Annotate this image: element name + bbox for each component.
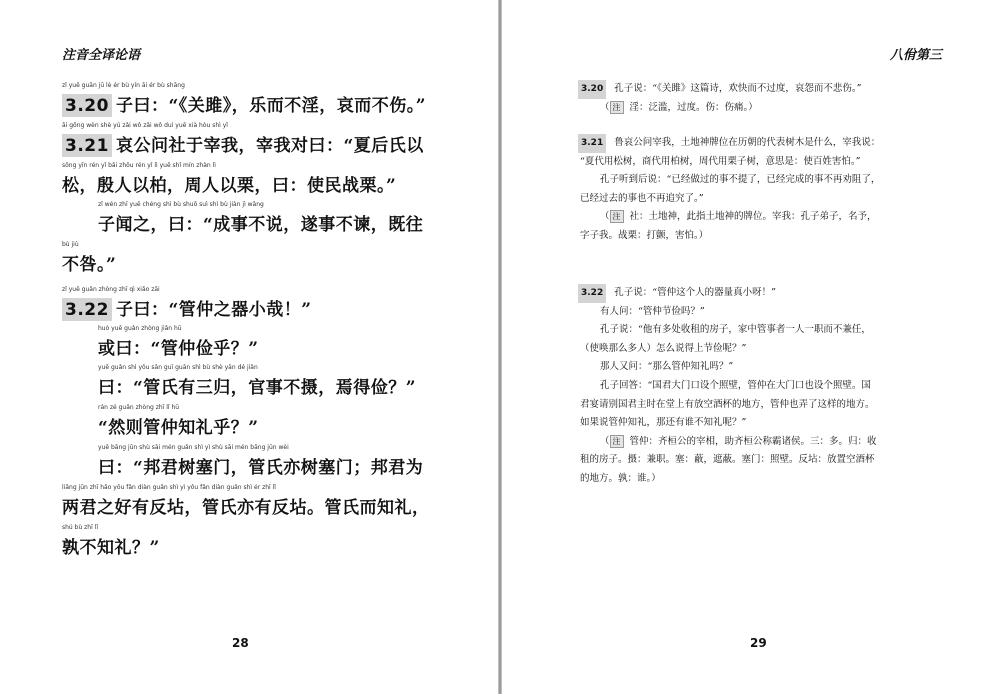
chinese-text [62, 295, 312, 321]
page-number-left: 28 [232, 636, 249, 650]
right-page [502, 0, 1000, 694]
translation-line [578, 284, 952, 303]
left-page [0, 0, 498, 694]
note-label: 注 [610, 101, 624, 114]
translation-line [580, 303, 952, 322]
verse-text: “然则管仲知礼乎？” [98, 418, 259, 438]
translation-text: 有人问：“管仲节俭吗？” [600, 305, 705, 317]
translation-line [580, 99, 952, 118]
translation-line [580, 171, 952, 190]
pinyin-annotation: sōng yīn rén yǐ bǎi zhōu rén yǐ lì yuē shǐ mín zhàn lì [62, 162, 216, 169]
note-label: 注 [610, 435, 624, 448]
section-number: 3.22 [578, 284, 606, 303]
pinyin-annotation: zǐ yuē guān jū lè ér bù yín āi ér bù shāng [62, 82, 185, 89]
verse-text: 曰：“管氏有三归，官事不摄，焉得俭？” [98, 378, 417, 398]
verse-text: 子闻之，曰：“成事不说，遂事不谏，既往 [98, 215, 424, 235]
verse-text: 哀公问社于宰我，宰我对曰：“夏后氏以 [115, 136, 424, 156]
translation-line [580, 227, 952, 246]
translation-line [580, 451, 952, 470]
pinyin-annotation: shú bù zhī lǐ [62, 524, 99, 531]
chinese-text [98, 334, 259, 359]
verse-text: 或曰：“管仲俭乎？” [98, 339, 259, 359]
translation-line [580, 414, 952, 433]
pinyin-annotation: yuē guǎn shì yǒu sān guī guān shì bù shè yān dé jiǎn [98, 364, 258, 371]
chinese-text [62, 131, 424, 157]
section-number: 3.20 [62, 94, 112, 117]
chinese-text [98, 413, 259, 438]
chinese-text [62, 533, 160, 558]
translation-text: 社：土地神，此指土地神的牌位。宰我：孔子弟子，名予， [629, 211, 877, 223]
translation-line [578, 134, 952, 153]
translation-text: “夏代用松树，商代用柏树，周代用栗子树，意思是：使百姓害怕。” [580, 155, 861, 167]
chinese-text [98, 453, 423, 478]
page-number-right: 29 [750, 636, 767, 650]
section-number: 3.21 [578, 134, 606, 153]
pinyin-annotation: zǐ wén zhī yuē chéng shì bù shuō suì shì bù jiàn jì wǎng [98, 201, 264, 208]
translation-text: 那人又问：“那么管仲知礼吗？” [600, 361, 734, 373]
translation-text: 字子我。战栗：打颤，害怕。） [580, 229, 709, 241]
section-number: 3.20 [578, 80, 606, 99]
pinyin-annotation: huò yuē guǎn zhòng jiǎn hū [98, 325, 182, 332]
chinese-text [98, 210, 423, 235]
translation-block [580, 134, 952, 246]
translation-line [578, 80, 952, 99]
chinese-text [62, 91, 426, 117]
chinese-text [62, 493, 430, 518]
pinyin-annotation: bù jiù [62, 241, 79, 248]
note-paren: （ [600, 435, 610, 447]
pinyin-annotation: yuē bāng jūn shù sāi mén guǎn shì yì shù sāi mén bāng jūn wèi [98, 444, 289, 451]
section-number: 3.22 [62, 298, 112, 321]
translation-line [580, 470, 952, 489]
translation-text: 孔子回答：“国君大门口设个照壁，管仲在大门口也设个照壁。国 [600, 379, 871, 391]
translation-line [580, 377, 952, 396]
verse-text: 两君之好有反坫，管氏亦有反坫。管氏而知礼， [62, 498, 430, 518]
section-number: 3.21 [62, 134, 112, 157]
translation-line [580, 153, 952, 172]
translation-text: 孔子说：“他有多处收租的房子，家中管事者一人一职而不兼任， [600, 324, 871, 336]
translation-text: 鲁哀公问宰我，土地神牌位在历朝的代表树木是什么，宰我说： [614, 137, 881, 148]
chinese-text [62, 171, 396, 196]
pinyin-annotation: liǎng jūn zhī hǎo yǒu fǎn diàn guǎn shì yì yǒu fǎn diàn guǎn shì ér zhī lǐ [62, 484, 276, 491]
translation-block [580, 80, 952, 117]
verse-text: 子曰：“《关雎》，乐而不淫，哀而不伤。” [115, 96, 427, 116]
pinyin-annotation: zǐ yuē guǎn zhòng zhī qì xiǎo zāi [62, 286, 160, 293]
pinyin-annotation: āi gōng wèn shè yú zǎi wǒ zǎi wǒ duì yuē xià hòu shì yǐ [62, 122, 228, 129]
translation-line [580, 190, 952, 209]
translation-text: 淫：泛滥，过度。伤：伤痛。） [629, 101, 758, 113]
translation-text: 孔子听到后说：“已经做过的事不提了，已经完成的事不再劝阻了， [600, 174, 881, 186]
translation-text: 孔子说：“管仲这个人的器量真小呀！” [614, 287, 776, 298]
verse-text: 松，殷人以柏，周人以栗，曰：使民战栗。” [62, 176, 397, 196]
note-label: 注 [610, 210, 624, 223]
verse-text: 曰：“邦君树塞门，管氏亦树塞门；邦君为 [98, 458, 424, 478]
translation-text: 的地方。孰：谁。） [580, 472, 661, 484]
translation-text: 租的房子。摄：兼职。塞：蔽，遮蔽。塞门：照壁。反坫：放置空酒杯 [580, 454, 875, 466]
translation-text: 已经过去的事也不再追究了。” [580, 192, 704, 204]
chinese-text [62, 250, 116, 275]
running-head-left: 注音全译论语 [62, 48, 141, 63]
translation-line [580, 208, 952, 227]
running-head-right: 八佾第三 [889, 48, 942, 63]
translation-line [580, 433, 952, 452]
verse-text: 孰不知礼？” [62, 538, 160, 558]
translation-text: 如果说管仲知礼，那还有谁不知礼呢？” [580, 417, 747, 429]
translation-text: （使唤那么多人）怎么说得上节俭呢？” [580, 342, 747, 354]
translation-text: 君宴请别国君主时在堂上有放空酒杯的地方，管仲也弄了这样的地方。 [580, 398, 875, 410]
translation-line [580, 340, 952, 359]
translation-line [580, 396, 952, 415]
translation-line [580, 358, 952, 377]
chinese-text [98, 373, 416, 398]
verse-text: 子曰：“管仲之器小哉！” [115, 300, 312, 320]
pinyin-annotation: rán zé guǎn zhòng zhī lǐ hū [98, 404, 180, 411]
note-paren: （ [600, 211, 610, 223]
translation-text: 管仲：齐桓公的宰相，助齐桓公称霸诸侯。三：多。归：收 [629, 435, 877, 447]
verse-text: 不咎。” [62, 255, 117, 275]
translation-line [580, 321, 952, 340]
translation-text: 孔子说：“《关雎》这篇诗，欢快而不过度，哀怨而不悲伤。” [614, 83, 862, 94]
note-paren: （ [600, 101, 610, 113]
translation-block [580, 284, 952, 489]
